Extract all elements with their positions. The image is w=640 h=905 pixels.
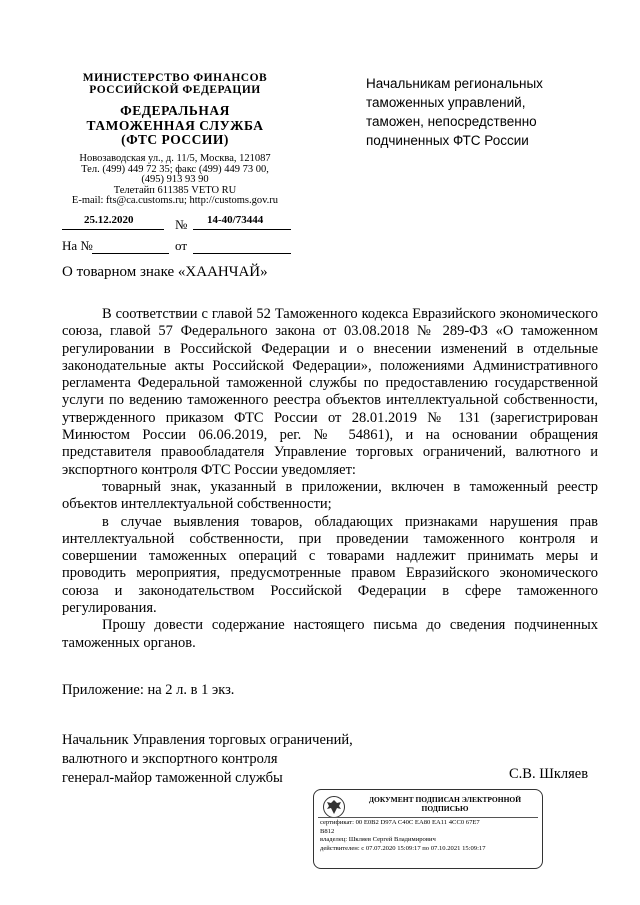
e-signature-stamp [313,789,543,869]
body-paragraph: товарный знак, указанный в приложении, включен в таможенный реестр объектов интеллектуальной собственности; [62,478,598,513]
stamp-divider [318,817,538,818]
body-paragraph: Прошу довести содержание настоящего письма до сведения подчиненных таможенных органов. [62,617,598,651]
service-line: (ФТС РОССИИ) [121,132,229,147]
na-label: На № [62,238,93,253]
number-underline [193,229,291,230]
position-line: генерал-майор таможенной службы [62,770,283,786]
contact-phone: Тел. (499) 449 72 35; факс (499) 449 73 00, [81,163,269,175]
stamp-details [320,819,538,853]
date-underline [62,229,164,230]
contact-email: E-mail: fts@ca.customs.ru; http://customs.gov.ru [71,195,279,206]
service-header [60,104,290,148]
contact-phone-2: (495) 913 93 90 [141,174,209,185]
registration-date: 25.12.2020 [84,214,134,226]
stamp-validity: действителен: с 07.07.2020 15:09:17 по 07.10.2021 15:09:17 [320,844,486,852]
stamp-title-line: ПОДПИСЬЮ [421,803,469,813]
stamp-title [352,796,538,813]
service-line: ФЕДЕРАЛЬНАЯ [120,103,230,118]
ot-label: от [175,238,188,253]
registration-number: 14-40/73444 [207,214,264,226]
ot-underline [193,253,291,254]
stamp-title-line: ДОКУМЕНТ ПОДПИСАН ЭЛЕКТРОННОЙ [368,795,522,804]
recipient-line: таможенных управлений, [366,95,526,110]
ministry-line: РОССИЙСКОЙ ФЕДЕРАЦИИ [89,84,261,96]
ministry-header [60,72,290,96]
body-paragraph: В соответствии с главой 52 Таможенного кодекса Евразийского экономического союза, главой 57 Федерального закона от 03.08.2018 № 289-ФЗ «О таможенном регулировании в Российской Федерации и о внесении изменений в отдельные законодательные акты Российской Федерации», положениями Административного регламента Федеральной таможенной службы по предоставлению государственной услуги по ведению таможенного реестра объектов интеллектуальной собственности, утвержденного приказом ФТС России от 28.01.2019 № 131 (зарегистрирован Минюстом России 06.06.2019, рег. № 54861), и на основании обращения представителя правообладателя Управление торговых ограничений, валютного и экспортного контроля ФТС России уведомляет: [62,306,598,478]
contacts-block [60,154,290,207]
recipient-line: Начальникам региональных [366,76,543,91]
stamp-certificate: сертификат: 00 E0B2 D97A C40C EA80 EA11 4CC0 67E7 [320,819,480,826]
stamp-owner: владелец: Шкляев Сергей Владимирович [320,836,436,844]
signatory-position [62,731,422,788]
body-paragraph: в случае выявления товаров, обладающих признаками нарушения прав интеллектуальной собственности, при проведении таможенного контроля и совершении таможенных операций с товарами надлежит принимать меры и проводить мероприятия, предусмотренные правом Евразийского экономического союза и законодательством Российской Федерации в сфере таможенного регулирования. [62,513,598,617]
attachment-note: Приложение: на 2 л. в 1 экз. [62,682,235,698]
position-line: валютного и экспортного контроля [62,751,278,767]
recipient-block [366,74,616,150]
contact-teletype: Телетайп 611385 VETO RU [113,184,237,196]
position-line: Начальник Управления торговых ограничений, [62,732,353,748]
service-line: ТАМОЖЕННАЯ СЛУЖБА [86,117,264,133]
contact-address: Новозаводская ул., д. 11/5, Москва, 121087 [79,153,271,164]
number-label: № [175,217,188,232]
letter-body [62,306,598,652]
letter-subject: О товарном знаке «ХААНЧАЙ» [62,264,268,280]
signatory-name: С.В. Шкляев [509,766,589,782]
ministry-line: МИНИСТЕРСТВО ФИНАНСОВ [82,72,268,84]
recipient-line: таможен, непосредственно [366,114,537,129]
recipient-line: подчиненных ФТС России [366,133,529,148]
na-underline [92,253,169,254]
stamp-certificate-tail: B812 [320,827,335,835]
eagle-emblem-icon [322,795,346,819]
